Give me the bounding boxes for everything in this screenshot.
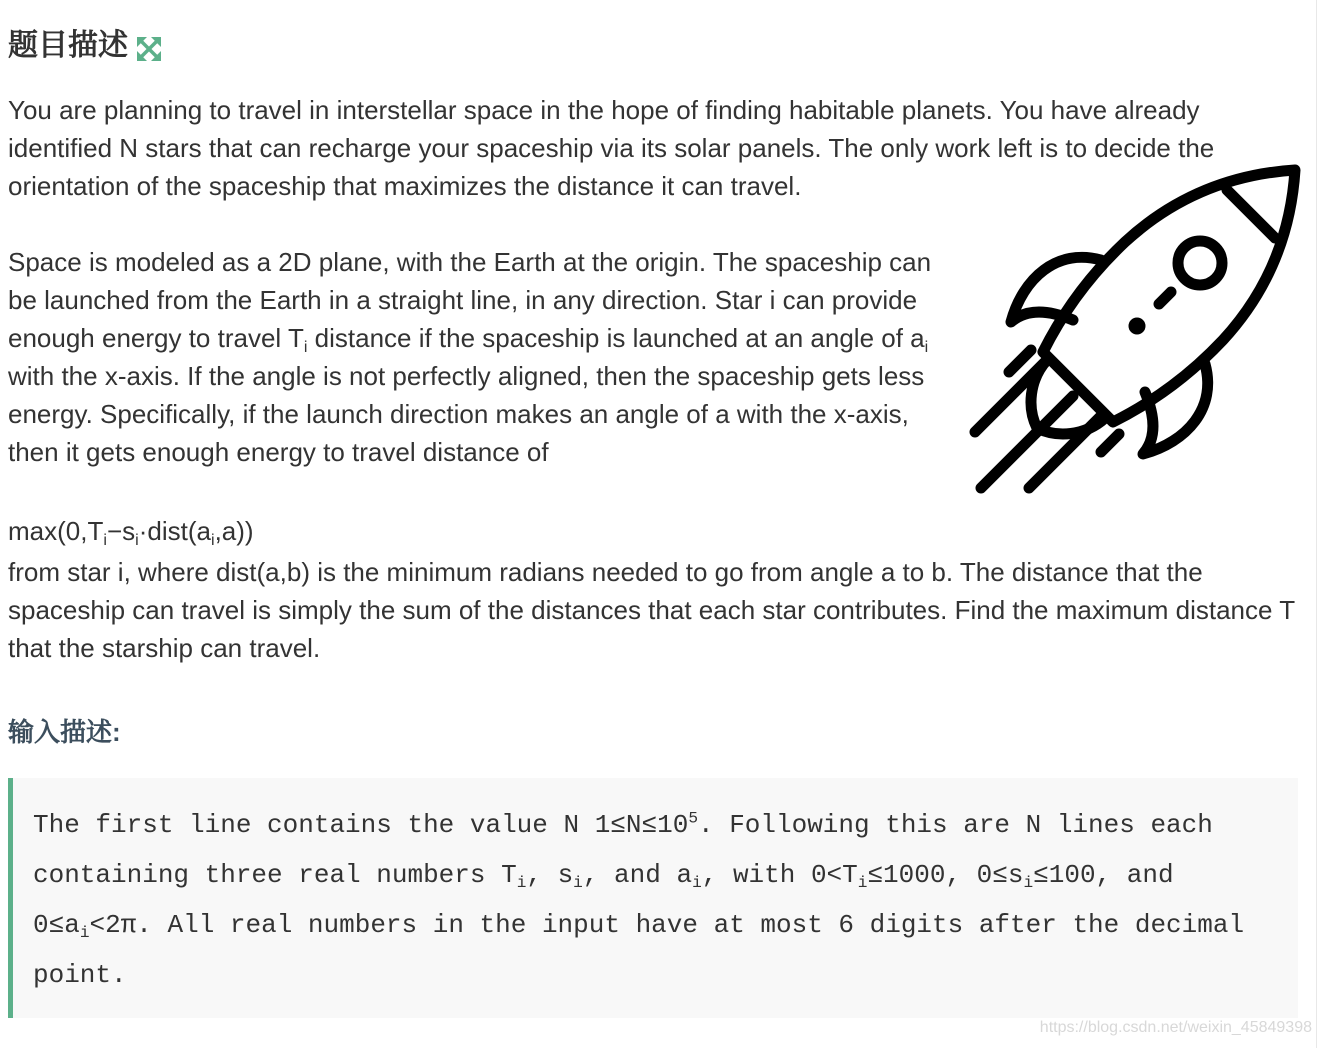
problem-title xyxy=(8,26,162,66)
formula-subscript: i xyxy=(103,530,107,549)
input-text-part: . Following this are N lines each containing three real numbers T xyxy=(33,810,1213,890)
description-paragraph-3 xyxy=(8,553,1308,667)
watermark: https://blog.csdn.net/weixin_45849398 xyxy=(1039,1019,1312,1036)
expand-arrows-icon[interactable] xyxy=(136,33,162,59)
input-text-part: ≤1000, 0≤s xyxy=(867,860,1024,890)
input-description-block xyxy=(8,778,1298,1018)
input-description-text xyxy=(33,800,1301,1000)
formula-subscript: i xyxy=(135,530,139,549)
subscript-i: i xyxy=(303,337,308,356)
subscript-i: i xyxy=(1023,873,1034,892)
description-text-2c: with the x-axis. If the angle is not perfectly aligned, then the spaceship gets less energy. Specifically, if the launch direction makes an angle of a with the x-axis, then it gets enough energy to travel distance of xyxy=(8,361,925,467)
description-paragraph-2 xyxy=(8,243,953,471)
description-text-1: You are planning to travel in interstellar space in the hope of finding habitable planets. You have already identified N stars that can recharge your spaceship via its solar panels. The only work left is to decide the orientation of the spaceship that maximizes the distance it can travel. xyxy=(8,95,1215,201)
input-text-part: The first line contains the value N 1≤N≤10 xyxy=(33,810,689,840)
formula-part: max(0,T xyxy=(8,516,104,546)
subscript-i: i xyxy=(692,873,702,892)
formula-part: ,a)) xyxy=(214,516,254,546)
input-text-part: , s xyxy=(526,860,574,890)
description-text-3: from star i, where dist(a,b) is the minimum radians needed to go from angle a to b. The distance that the spaceship can travel is simply the sum of the distances that each star contributes. Find the maximum distance T that the starship can travel. xyxy=(8,557,1295,663)
page-right-border xyxy=(1316,0,1317,1048)
description-text-2a: Space is modeled as a 2D plane, with the Earth at the origin. The spaceship can be launched from the Earth in a straight line, in any direction. Star i can provide enough energy to travel T xyxy=(8,247,932,353)
formula-subscript: i xyxy=(210,530,215,549)
input-description-title: 输入描述: xyxy=(8,717,121,747)
input-text-part: , with 0<T xyxy=(701,860,858,890)
input-text-part: <2π. All real numbers in the input have at most 6 digits after the decimal point. xyxy=(33,910,1245,990)
subscript-i: i xyxy=(924,337,929,356)
subscript-i: i xyxy=(79,923,90,942)
formula-part: ·dist(a xyxy=(138,516,211,546)
subscript-i: i xyxy=(573,873,583,892)
formula-part: −s xyxy=(106,516,136,546)
subscript-i: i xyxy=(516,873,527,892)
input-text-part: ≤100, and 0≤a xyxy=(33,860,1174,940)
input-text-part: , and a xyxy=(582,860,693,890)
superscript-5: 5 xyxy=(688,809,698,828)
description-text-2b: distance if the spaceship is launched at an angle of a xyxy=(307,323,925,353)
rocket-illustration-icon xyxy=(965,162,1305,502)
problem-title-text: 题目描述 xyxy=(8,29,128,62)
subscript-i: i xyxy=(857,873,868,892)
energy-formula xyxy=(8,512,254,550)
